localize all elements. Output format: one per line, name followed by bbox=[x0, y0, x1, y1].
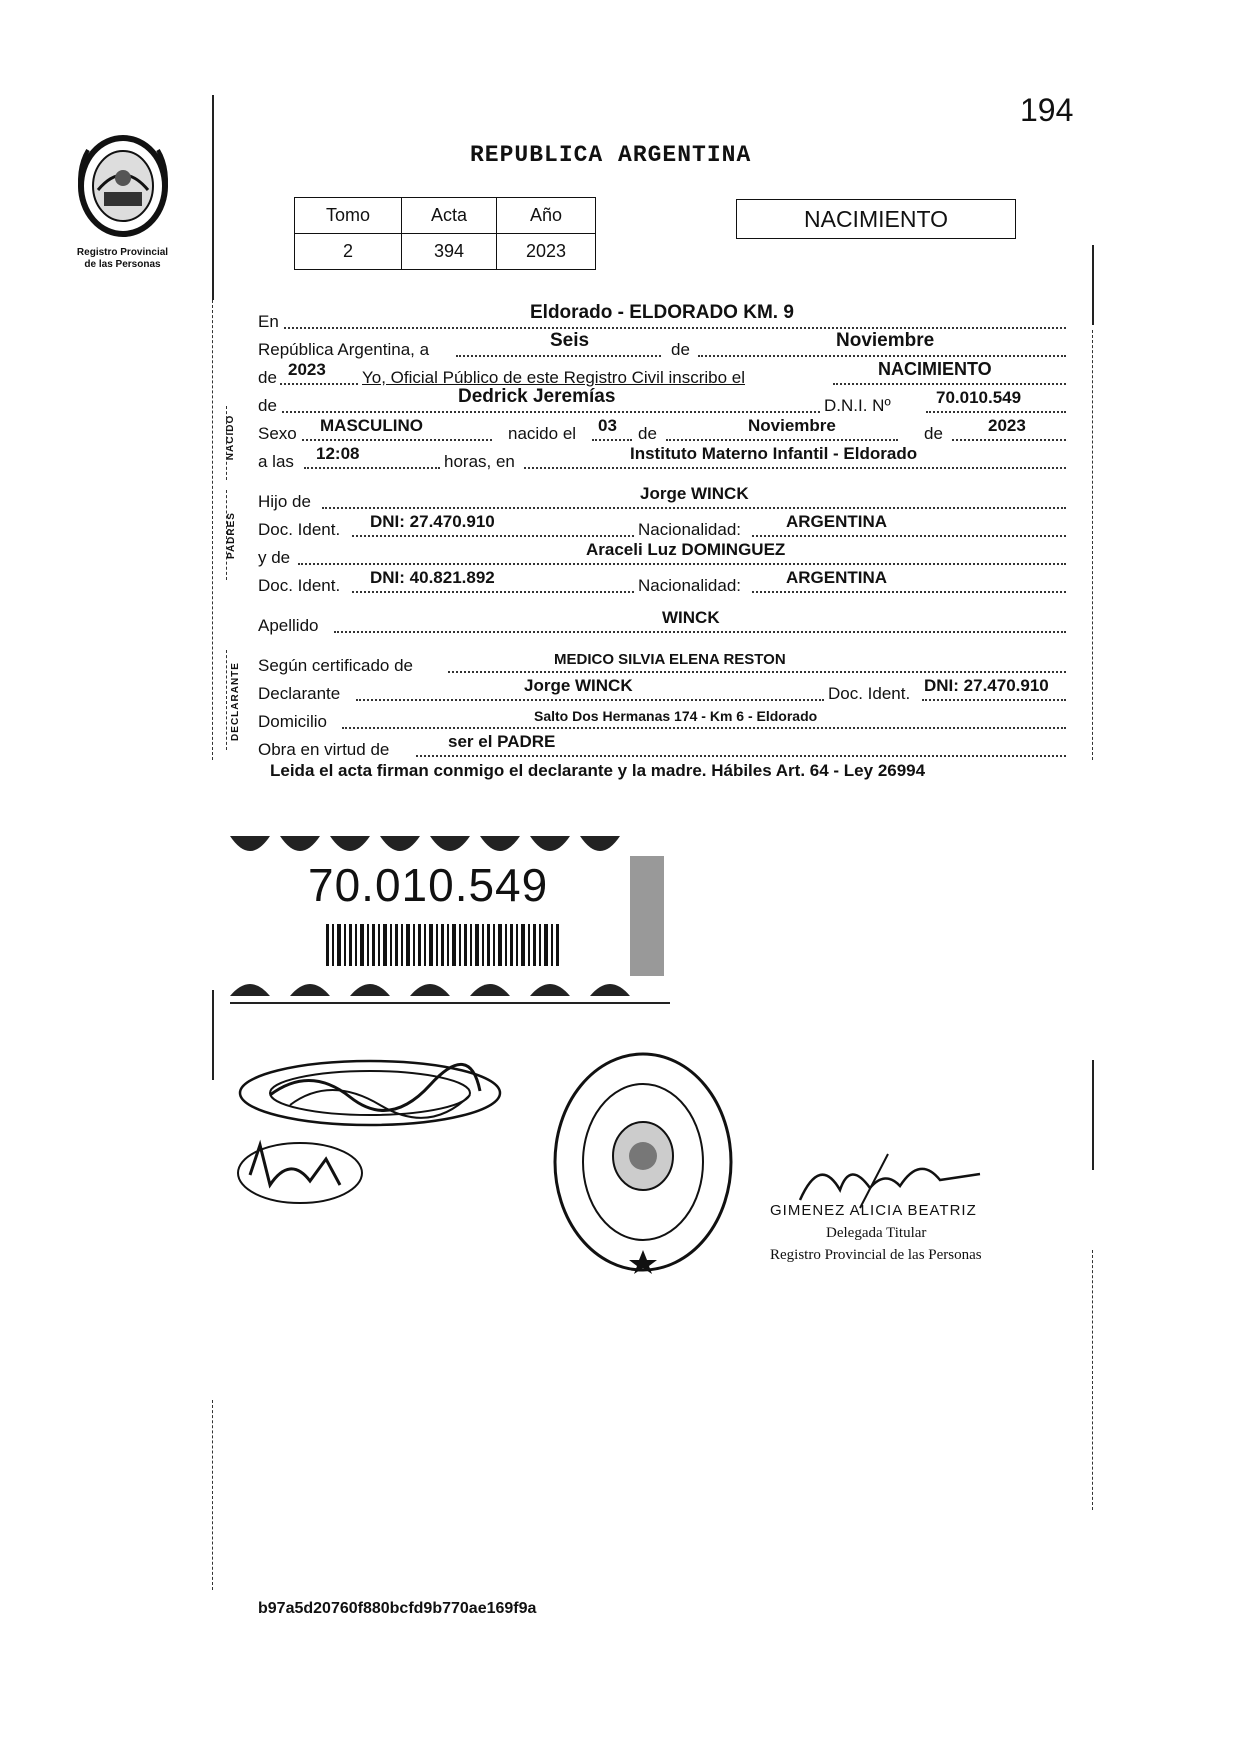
year-value: 2023 bbox=[288, 360, 326, 379]
row-inscribo bbox=[258, 359, 1066, 388]
left-margin-line bbox=[212, 95, 214, 300]
registrar-name: GIMENEZ ALICIA BEATRIZ bbox=[770, 1202, 977, 1219]
right-dashed-margin-2 bbox=[1092, 1250, 1093, 1510]
row-mother-doc bbox=[258, 570, 1066, 596]
anio-value: 2023 bbox=[497, 234, 596, 270]
certificate-label: Según certificado de bbox=[258, 656, 413, 675]
birth-day: 03 bbox=[598, 416, 617, 435]
declarant-doc: DNI: 27.470.910 bbox=[924, 676, 1049, 695]
father-doc: DNI: 27.470.910 bbox=[370, 512, 495, 531]
row-ydel bbox=[258, 542, 1066, 568]
child-dni: 70.010.549 bbox=[936, 388, 1022, 407]
left-dashed-margin bbox=[212, 300, 213, 760]
dotted-line bbox=[322, 507, 1066, 509]
page-number: 194 bbox=[1020, 92, 1074, 128]
left-margin-line-2 bbox=[212, 990, 214, 1080]
birth-de-label: de bbox=[638, 424, 657, 443]
at-label: a las bbox=[258, 452, 294, 471]
inscribo-value: NACIMIENTO bbox=[878, 359, 992, 379]
row-domicilio bbox=[258, 706, 1066, 732]
father-name: Jorge WINCK bbox=[640, 484, 749, 503]
certificate-value: MEDICO SILVIA ELENA RESTON bbox=[554, 651, 786, 668]
provincial-seal-emblem-icon bbox=[68, 130, 178, 242]
provincial-seal bbox=[60, 130, 185, 271]
dotted-line bbox=[352, 591, 634, 593]
dotted-line bbox=[416, 755, 1066, 757]
document-hash: b97a5d20760f880bcfd9b770ae169f9a bbox=[258, 1600, 537, 1617]
birth-de-label-2: de bbox=[924, 424, 943, 443]
day-value: Seis bbox=[550, 330, 590, 351]
inscribo-text: Yo, Oficial Público de este Registro Civil inscribo el bbox=[362, 368, 745, 387]
birth-year: 2023 bbox=[988, 416, 1026, 435]
republica-label: República Argentina, a bbox=[258, 340, 430, 359]
right-margin-line-2 bbox=[1092, 1060, 1094, 1170]
birth-place: Instituto Materno Infantil - Eldorado bbox=[630, 444, 918, 463]
address-label: Domicilio bbox=[258, 712, 327, 731]
registrar-role: Delegada Titular bbox=[826, 1225, 927, 1241]
dotted-line bbox=[352, 535, 634, 537]
dotted-line bbox=[356, 699, 824, 701]
mother-doc: DNI: 40.821.892 bbox=[370, 568, 495, 587]
right-margin-line bbox=[1092, 245, 1094, 325]
row-hora bbox=[258, 446, 1066, 472]
right-dashed-margin bbox=[1092, 330, 1093, 760]
dotted-line bbox=[752, 591, 1066, 593]
declarant-signatures bbox=[230, 1055, 510, 1225]
dotted-line bbox=[448, 671, 1066, 673]
mother-name: Araceli Luz DOMINGUEZ bbox=[586, 540, 786, 559]
month-value: Noviembre bbox=[836, 330, 935, 351]
handwritten-signature-icon bbox=[230, 1055, 510, 1225]
dotted-line bbox=[284, 327, 1066, 329]
dotted-line bbox=[302, 439, 492, 441]
acting-as-label: Obra en virtud de bbox=[258, 740, 390, 759]
tomo-value: 2 bbox=[295, 234, 402, 270]
row-name bbox=[258, 386, 1066, 416]
padres-bracket bbox=[226, 490, 227, 580]
and-of-label: y de bbox=[258, 548, 291, 567]
surname-value: WINCK bbox=[662, 608, 720, 627]
record-reference-table bbox=[294, 197, 596, 270]
born-label: nacido el bbox=[508, 424, 577, 443]
birth-time: 12:08 bbox=[316, 444, 360, 463]
stamp-pattern-icon bbox=[230, 826, 670, 1008]
dotted-line bbox=[280, 383, 358, 385]
birth-month: Noviembre bbox=[748, 416, 836, 435]
en-value: Eldorado - ELDORADO KM. 9 bbox=[530, 302, 794, 323]
father-nationality-label: Nacionalidad: bbox=[638, 520, 742, 539]
row-father-doc bbox=[258, 514, 1066, 540]
dotted-line bbox=[752, 535, 1066, 537]
row-en bbox=[258, 302, 1066, 332]
acta-label: Acta bbox=[402, 198, 497, 234]
surname-label: Apellido bbox=[258, 616, 319, 635]
mother-nationality: ARGENTINA bbox=[786, 568, 888, 587]
dotted-line bbox=[922, 699, 1066, 701]
declarant-name: Jorge WINCK bbox=[524, 676, 633, 695]
de-label-2: de bbox=[258, 368, 277, 387]
row-apellido bbox=[258, 610, 1066, 636]
dotted-line bbox=[304, 467, 440, 469]
de-label: de bbox=[671, 340, 690, 359]
left-dashed-margin-2 bbox=[212, 1400, 213, 1590]
dotted-line bbox=[698, 355, 1066, 357]
anio-label: Año bbox=[497, 198, 596, 234]
dotted-line bbox=[926, 411, 1066, 413]
row-hijo bbox=[258, 486, 1066, 512]
dotted-line bbox=[334, 631, 1066, 633]
address-value: Salto Dos Hermanas 174 - Km 6 - Eldorado bbox=[534, 708, 818, 724]
side-label-nacido: NACIDO bbox=[225, 414, 237, 461]
child-name: Dedrick Jeremías bbox=[458, 386, 616, 407]
stamp-dni-number: 70.010.549 bbox=[308, 859, 549, 911]
sex-value: MASCULINO bbox=[320, 416, 423, 435]
row-sexo bbox=[258, 418, 1066, 444]
dotted-line bbox=[298, 563, 1066, 565]
acta-value: 394 bbox=[402, 234, 497, 270]
mother-doc-label: Doc. Ident. bbox=[258, 576, 341, 595]
dni-stamp bbox=[230, 826, 670, 1008]
nacido-bracket bbox=[226, 406, 227, 480]
name-label: de bbox=[258, 396, 277, 415]
dni-label: D.N.I. Nº bbox=[824, 396, 891, 415]
dotted-line bbox=[456, 355, 661, 357]
declarante-bracket bbox=[226, 650, 227, 750]
child-of-label: Hijo de bbox=[258, 492, 311, 511]
sex-label: Sexo bbox=[258, 424, 297, 443]
dotted-line bbox=[342, 727, 1066, 729]
seal-caption-2: de las Personas bbox=[84, 259, 161, 270]
row-obra bbox=[258, 734, 1066, 760]
declarant-label: Declarante bbox=[258, 684, 341, 703]
en-label: En bbox=[258, 312, 279, 331]
tomo-label: Tomo bbox=[295, 198, 402, 234]
dotted-line bbox=[666, 439, 898, 441]
row-republica bbox=[258, 330, 1066, 360]
father-doc-label: Doc. Ident. bbox=[258, 520, 341, 539]
dotted-line bbox=[952, 439, 1066, 441]
record-type-box: NACIMIENTO bbox=[736, 199, 1016, 239]
row-certificado bbox=[258, 650, 1066, 676]
dotted-line bbox=[833, 383, 1066, 385]
declarant-doc-label: Doc. Ident. bbox=[828, 684, 911, 703]
round-seal-icon bbox=[548, 1050, 738, 1275]
mother-nationality-label: Nacionalidad: bbox=[638, 576, 742, 595]
closing-statement: Leida el acta firman conmigo el declarante y la madre. Hábiles Art. 64 - Ley 26994 bbox=[270, 761, 926, 780]
dotted-line bbox=[524, 467, 1066, 469]
document-title: REPUBLICA ARGENTINA bbox=[470, 142, 752, 168]
row-declarante bbox=[258, 678, 1066, 704]
registrar-block bbox=[770, 1200, 982, 1266]
hours-label: horas, en bbox=[444, 452, 515, 471]
acting-as-value: ser el PADRE bbox=[448, 732, 556, 751]
father-nationality: ARGENTINA bbox=[786, 512, 888, 531]
side-label-declarante: DECLARANTE bbox=[229, 662, 241, 741]
official-round-seal bbox=[548, 1050, 738, 1275]
registrar-org: Registro Provincial de las Personas bbox=[770, 1247, 982, 1263]
dotted-line bbox=[282, 411, 820, 413]
side-label-padres: PADRES bbox=[225, 512, 237, 559]
seal-caption-1: Registro Provincial bbox=[76, 247, 169, 258]
dotted-line bbox=[592, 439, 632, 441]
